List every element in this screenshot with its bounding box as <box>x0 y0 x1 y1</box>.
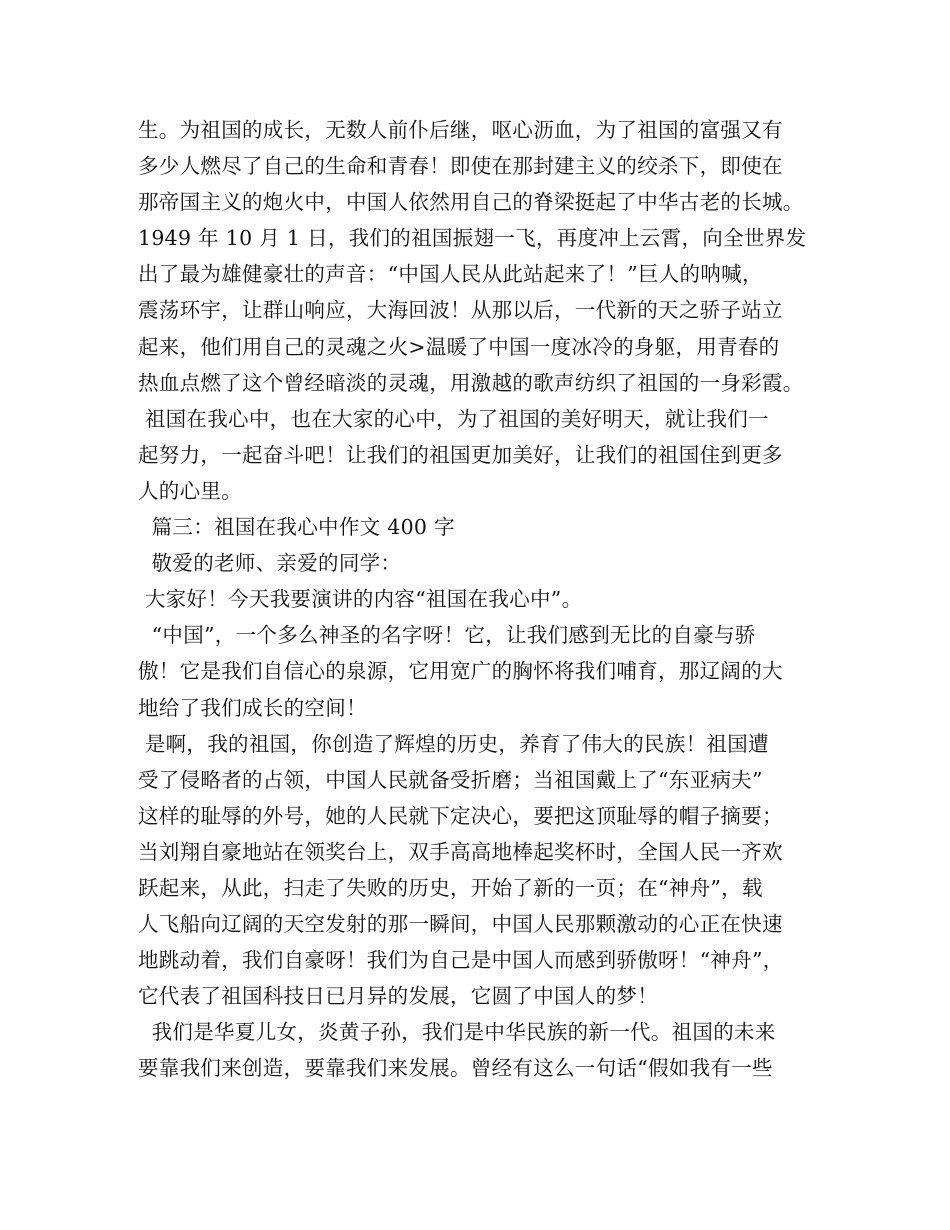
text-line: 出了最为雄健豪壮的声音：“中国人民从此站起来了！”巨人的呐喊， <box>138 262 763 287</box>
text-line: 是啊，我的祖国，你创造了辉煌的历史，养育了伟大的民族！祖国遭 <box>138 731 769 756</box>
text-line: 这样的耻辱的外号，她的人民就下定决心，要把这顶耻辱的帽子摘要； <box>138 803 783 828</box>
text-line: 它代表了祖国科技日已月异的发展，它圆了中国人的梦！ <box>138 984 658 1009</box>
text-line: 地给了我们成长的空间！ <box>138 695 367 720</box>
text-line: 震荡环宇，让群山响应，大海回波！从那以后，一代新的天之骄子站立 <box>138 298 783 323</box>
text-line: “中国”，一个多么神圣的名字呀！它，让我们感到无比的自豪与骄 <box>138 623 756 648</box>
text-line: 起努力，一起奋斗吧！让我们的祖国更加美好，让我们的祖国住到更多 <box>138 442 783 467</box>
text-line: 起来，他们用自己的灵魂之火>温暖了中国一度冰冷的身躯，用青春的 <box>138 334 780 359</box>
text-line: 傲！它是我们自信心的泉源，它用宽广的胸怀将我们哺育，那辽阔的大 <box>138 659 783 684</box>
text-line: 热血点燃了这个曾经暗淡的灵魂，用激越的歌声纺织了祖国的一身彩霞。 <box>138 370 804 395</box>
essay-text <box>138 112 828 1087</box>
text-line: 多少人燃尽了自己的生命和青春！即使在那封建主义的绞杀下，即使在 <box>138 154 783 179</box>
text-line: 当刘翔自豪地站在领奖台上，双手高高地棒起奖杯时，全国人民一齐欢 <box>138 839 783 864</box>
text-line: 人的心里。 <box>138 478 242 503</box>
text-line: 跃起来，从此，扫走了失败的历史，开始了新的一页；在“神舟”，载 <box>138 875 763 900</box>
section-heading: 篇三：祖国在我心中作文 400 字 <box>138 515 455 540</box>
text-line: 大家好！今天我要演讲的内容“祖国在我心中”。 <box>138 587 583 612</box>
text-line: 生。为祖国的成长，无数人前仆后继，呕心沥血，为了祖国的富强又有 <box>138 118 783 142</box>
text-line: 祖国在我心中，也在大家的心中，为了祖国的美好明天，就让我们一 <box>138 406 769 431</box>
text-line: 那帝国主义的炮火中，中国人依然用自己的脊梁挺起了中华古老的长城。 <box>138 190 804 215</box>
text-line: 受了侵略者的占领，中国人民就备受折磨；当祖国戴上了“东亚病夫” <box>138 767 763 792</box>
text-line: 要靠我们来创造，要靠我们来发展。曾经有这么一句话“假如我有一些 <box>138 1056 773 1081</box>
text-line: 1949 年 10 月 1 日，我们的祖国振翅一飞，再度冲上云霄，向全世界发 <box>138 226 807 251</box>
text-line: 敬爱的老师、亲爱的同学： <box>138 551 402 576</box>
text-line: 地跳动着，我们自豪呀！我们为自己是中国人而感到骄傲呀！“神舟”， <box>138 948 784 973</box>
text-line: 人飞船向辽阔的天空发射的那一瞬间，中国人民那颗激动的心正在快速 <box>138 912 783 937</box>
text-line: 我们是华夏儿女，炎黄子孙，我们是中华民族的新一代。祖国的未来 <box>138 1020 776 1045</box>
